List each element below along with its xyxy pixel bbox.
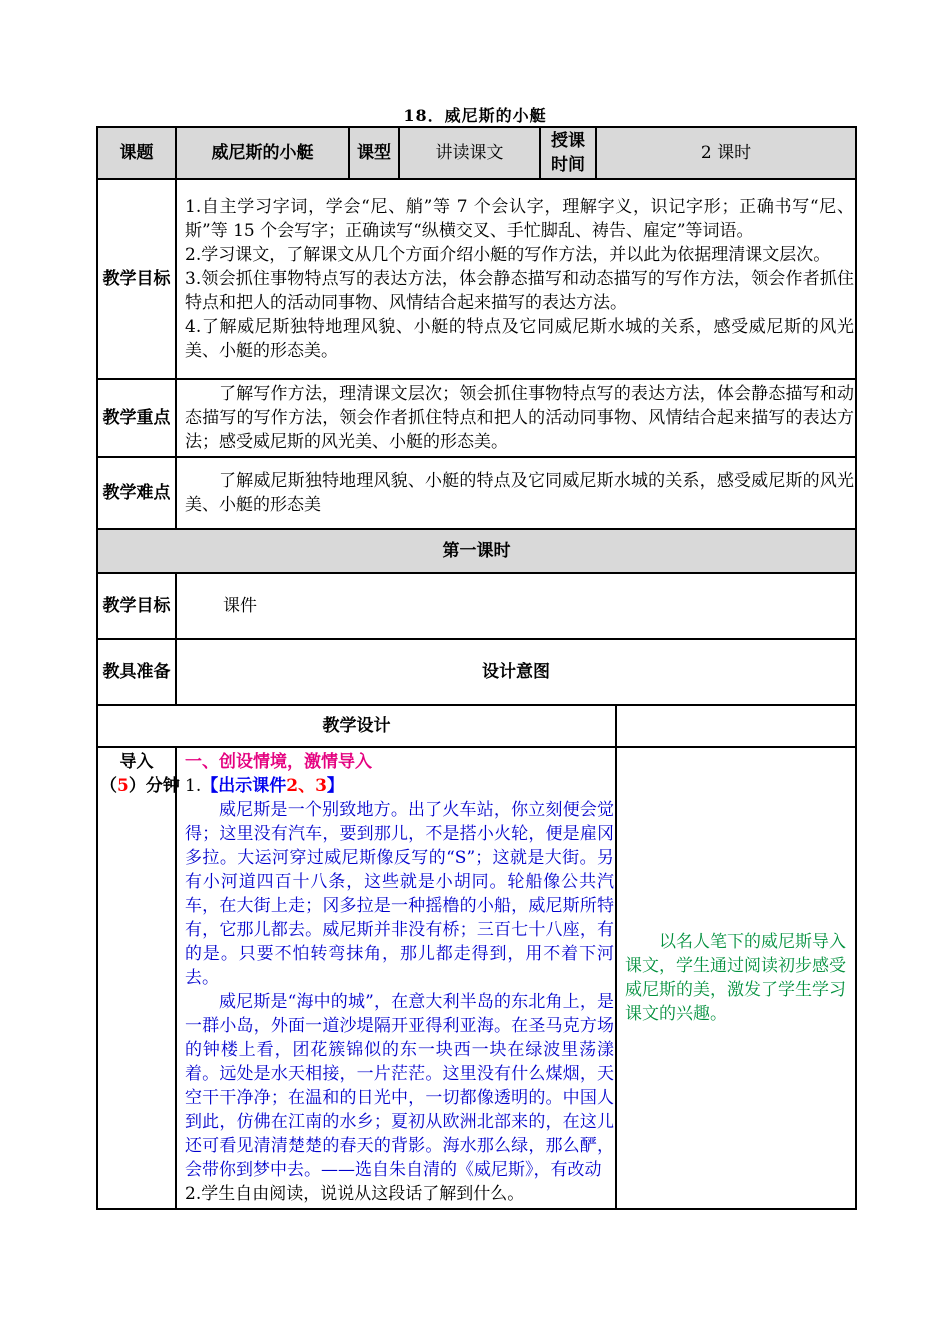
tools-row bbox=[97, 639, 856, 705]
difficulties-label: 教学难点 bbox=[97, 457, 176, 529]
intro-design-intent: 以名人笔下的威尼斯导入课文，学生通过阅读初步感受威尼斯的美，激发了学生学习课文的兴趣。 bbox=[625, 932, 846, 1024]
intro-minutes: 5 bbox=[117, 776, 129, 796]
lesson-goal-label: 教学目标 bbox=[97, 573, 176, 639]
tools-label: 教具准备 bbox=[97, 639, 176, 705]
lesson-one-row bbox=[97, 529, 856, 573]
intro-passage-2: 威尼斯是“海中的城”，在意大利半岛的东北角上，是一群小岛，外面一道沙堤隔开亚得利亚海。在圣马克方场的钟楼上看，团花簇锦似的东一块西一块在绿波里荡漾着。远处是水天相接，一片茫茫。这里没有什么煤烟，天空干干净净；在温和的日光中，一切都像透明的。中国人到此，仿佛在江南的水乡；夏初从欧洲北部来的，在这儿还可看见清清楚楚的春天的背影。海水那么绿，那么酽，会带你到梦中去。——选自朱自清的《威尼斯》，有改动 bbox=[185, 992, 614, 1180]
lesson-goal-row bbox=[97, 573, 856, 639]
goal-item: 4.了解威尼斯独特地理风貌、小艇的特点及它同威尼斯水城的关系，感受威尼斯的风光美、小艇的形态美。 bbox=[185, 317, 854, 361]
step-2: 2.学生自由阅读，说说从这段话了解到什么。 bbox=[185, 1184, 525, 1204]
intro-stage-label: 导入 bbox=[119, 752, 154, 772]
goal-item: 1.自主学习字词，学会“尼、艄”等 7 个会认字，理解字义，识记字形；正确书写“尼、斯”等 15 个会写字；正确读写“纵横交叉、手忙脚乱、祷告、雇定”等词语。 bbox=[185, 197, 854, 241]
goal-item: 3.领会抓住事物特点写的表达方法，体会静态描写和动态描写的写作方法，领会作者抓住特点和把人的活动同事物、风情结合起来描写的表达方法。 bbox=[185, 269, 854, 313]
goals-content bbox=[176, 179, 856, 379]
design-intent-label: 设计意图 bbox=[176, 639, 856, 705]
difficulties-text: 了解威尼斯独特地理风貌、小艇的特点及它同威尼斯水城的关系，感受威尼斯的风光美、小艇的形态美 bbox=[185, 471, 854, 515]
lesson-one-title: 第一课时 bbox=[97, 529, 856, 573]
design-heading-row bbox=[97, 705, 856, 747]
goals-row bbox=[97, 179, 856, 379]
topic-value: 威尼斯的小艇 bbox=[176, 127, 349, 179]
key-points-row bbox=[97, 379, 856, 457]
intro-content bbox=[176, 747, 616, 1209]
intro-stage-time: （5）分钟 bbox=[100, 776, 180, 796]
step-1: 1.【出示课件2、3】 bbox=[185, 776, 344, 796]
intro-row bbox=[97, 747, 856, 1209]
key-points-text: 了解写作方法，理清课文层次；领会抓住事物特点写的表达方法，体会静态描写和动态描写的写作方法，领会作者抓住特点和把人的活动同事物、风情结合起来描写的表达方法；感受威尼斯的风光美、小艇的形态美。 bbox=[185, 384, 854, 452]
type-label: 课型 bbox=[349, 127, 399, 179]
time-label: 授课时间 bbox=[540, 127, 596, 179]
topic-label: 课题 bbox=[97, 127, 176, 179]
key-points-label: 教学重点 bbox=[97, 379, 176, 457]
goal-item: 2.学习课文，了解课文从几个方面介绍小艇的写作方法，并以此为依据理清课文层次。 bbox=[185, 245, 831, 265]
intro-heading: 一、创设情境，激情导入 bbox=[185, 752, 372, 772]
goals-label: 教学目标 bbox=[97, 179, 176, 379]
header-row bbox=[97, 127, 856, 179]
type-value: 讲读课文 bbox=[399, 127, 540, 179]
lesson-goal-value: 课件 bbox=[176, 573, 856, 639]
difficulties-row bbox=[97, 457, 856, 529]
intro-stage bbox=[97, 747, 180, 1209]
document-title: 18．威尼斯的小艇 bbox=[403, 106, 547, 125]
intro-passage-1: 威尼斯是一个别致地方。出了火车站，你立刻便会觉得；这里没有汽车，要到那儿，不是搭小火轮，便是雇冈多拉。大运河穿过威尼斯像反写的“S”；这就是大街。另有小河道四百十八条，这些就是小胡同。轮船像公共汽车，在大街上走；冈多拉是一种摇橹的小船，威尼斯所特有，它那儿都去。威尼斯并非没有桥；三百七十八座，有的是。只要不怕转弯抹角，那儿都走得到，用不着下河去。 bbox=[185, 800, 614, 988]
lesson-plan-table bbox=[96, 126, 857, 1210]
design-label: 教学设计 bbox=[97, 705, 616, 747]
time-value: 2 课时 bbox=[596, 127, 856, 179]
